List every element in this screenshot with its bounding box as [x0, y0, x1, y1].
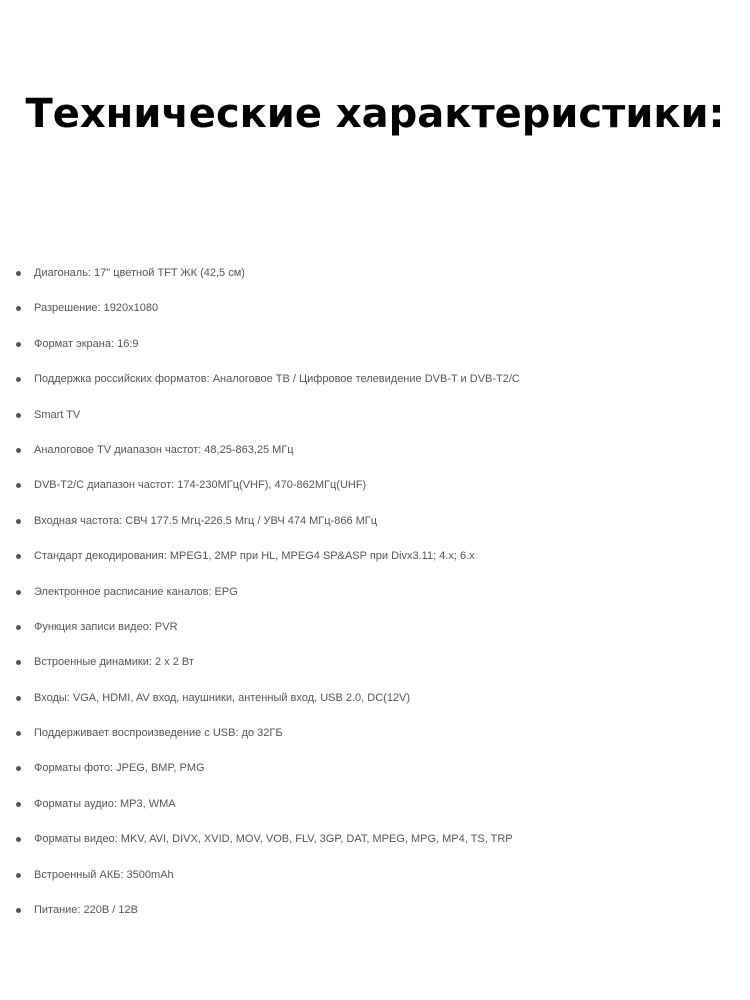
bullet-icon — [16, 271, 21, 276]
spec-item — [0, 468, 750, 503]
spec-text: Функция записи видео: PVR — [34, 620, 178, 633]
bullet-icon — [16, 625, 21, 630]
bullet-icon — [16, 873, 21, 878]
spec-item — [0, 362, 750, 397]
bullet-icon — [16, 306, 21, 311]
bullet-icon — [16, 554, 21, 559]
spec-item — [0, 398, 750, 433]
bullet-icon — [16, 837, 21, 842]
spec-item — [0, 716, 750, 751]
bullet-icon — [16, 731, 21, 736]
spec-item — [0, 645, 750, 680]
spec-text: Smart TV — [34, 408, 81, 421]
spec-item — [0, 504, 750, 539]
spec-text: Входная частота: СВЧ 177.5 Мгц-226.5 Мгц / УВЧ 474 МГц-866 МГц — [34, 514, 378, 527]
spec-text: Форматы фото: JPEG, BMP, PMG — [34, 762, 205, 775]
spec-item — [0, 893, 750, 928]
spec-item — [0, 433, 750, 468]
bullet-icon — [16, 413, 21, 418]
spec-item — [0, 787, 750, 822]
bullet-icon — [16, 660, 21, 665]
spec-text: Форматы аудио: MP3, WMA — [34, 797, 176, 810]
spec-text: Встроенные динамики: 2 х 2 Вт — [34, 656, 194, 669]
spec-item — [0, 291, 750, 326]
bullet-icon — [16, 519, 21, 524]
spec-item — [0, 681, 750, 716]
spec-text: DVB-T2/C диапазон частот: 174-230МГц(VHF), 470-862МГц(UHF) — [34, 479, 367, 492]
spec-item — [0, 822, 750, 857]
spec-item — [0, 610, 750, 645]
spec-item — [0, 575, 750, 610]
spec-item — [0, 256, 750, 291]
spec-text: Поддерживает воспроизведение с USB: до 32ГБ — [34, 727, 283, 740]
spec-text: Стандарт декодирования: MPEG1, 2MP при HL, MPEG4 SP&ASP при Divx3.11; 4.x; 6.x — [34, 550, 475, 563]
bullet-icon — [16, 590, 21, 595]
bullet-icon — [16, 766, 21, 771]
spec-text: Поддержка российских форматов: Аналоговое ТВ / Цифровое телевидение DVB-T и DVB-T2/C — [34, 373, 520, 386]
bullet-icon — [16, 377, 21, 382]
bullet-icon — [16, 696, 21, 701]
spec-text: Формат экрана: 16:9 — [34, 337, 139, 350]
page-title: Технические характеристики: — [25, 91, 725, 137]
bullet-icon — [16, 342, 21, 347]
bullet-icon — [16, 448, 21, 453]
spec-text: Диагональ: 17" цветной TFT ЖК (42,5 см) — [34, 267, 245, 279]
spec-text: Входы: VGA, HDMI, AV вход, наушники, антенный вход, USB 2.0, DC(12V) — [34, 691, 411, 704]
spec-text: Электронное расписание каналов: EPG — [34, 585, 238, 598]
spec-text: Форматы видео: MKV, AVI, DIVX, XVID, MOV, VOB, FLV, 3GP, DAT, MPEG, MPG, MP4, TS, TRP — [34, 833, 513, 846]
spec-list — [0, 256, 750, 928]
bullet-icon — [16, 802, 21, 807]
spec-item — [0, 539, 750, 574]
bullet-icon — [16, 908, 21, 913]
spec-text: Разрешение: 1920х1080 — [34, 302, 159, 315]
spec-text: Встроенный АКБ: 3500mAh — [34, 868, 174, 881]
spec-item — [0, 751, 750, 786]
spec-item — [0, 327, 750, 362]
spec-text: Аналоговое TV диапазон частот: 48,25-863,25 МГц — [34, 443, 294, 456]
bullet-icon — [16, 483, 21, 488]
spec-item — [0, 858, 750, 893]
spec-text: Питание: 220В / 12В — [34, 904, 138, 917]
